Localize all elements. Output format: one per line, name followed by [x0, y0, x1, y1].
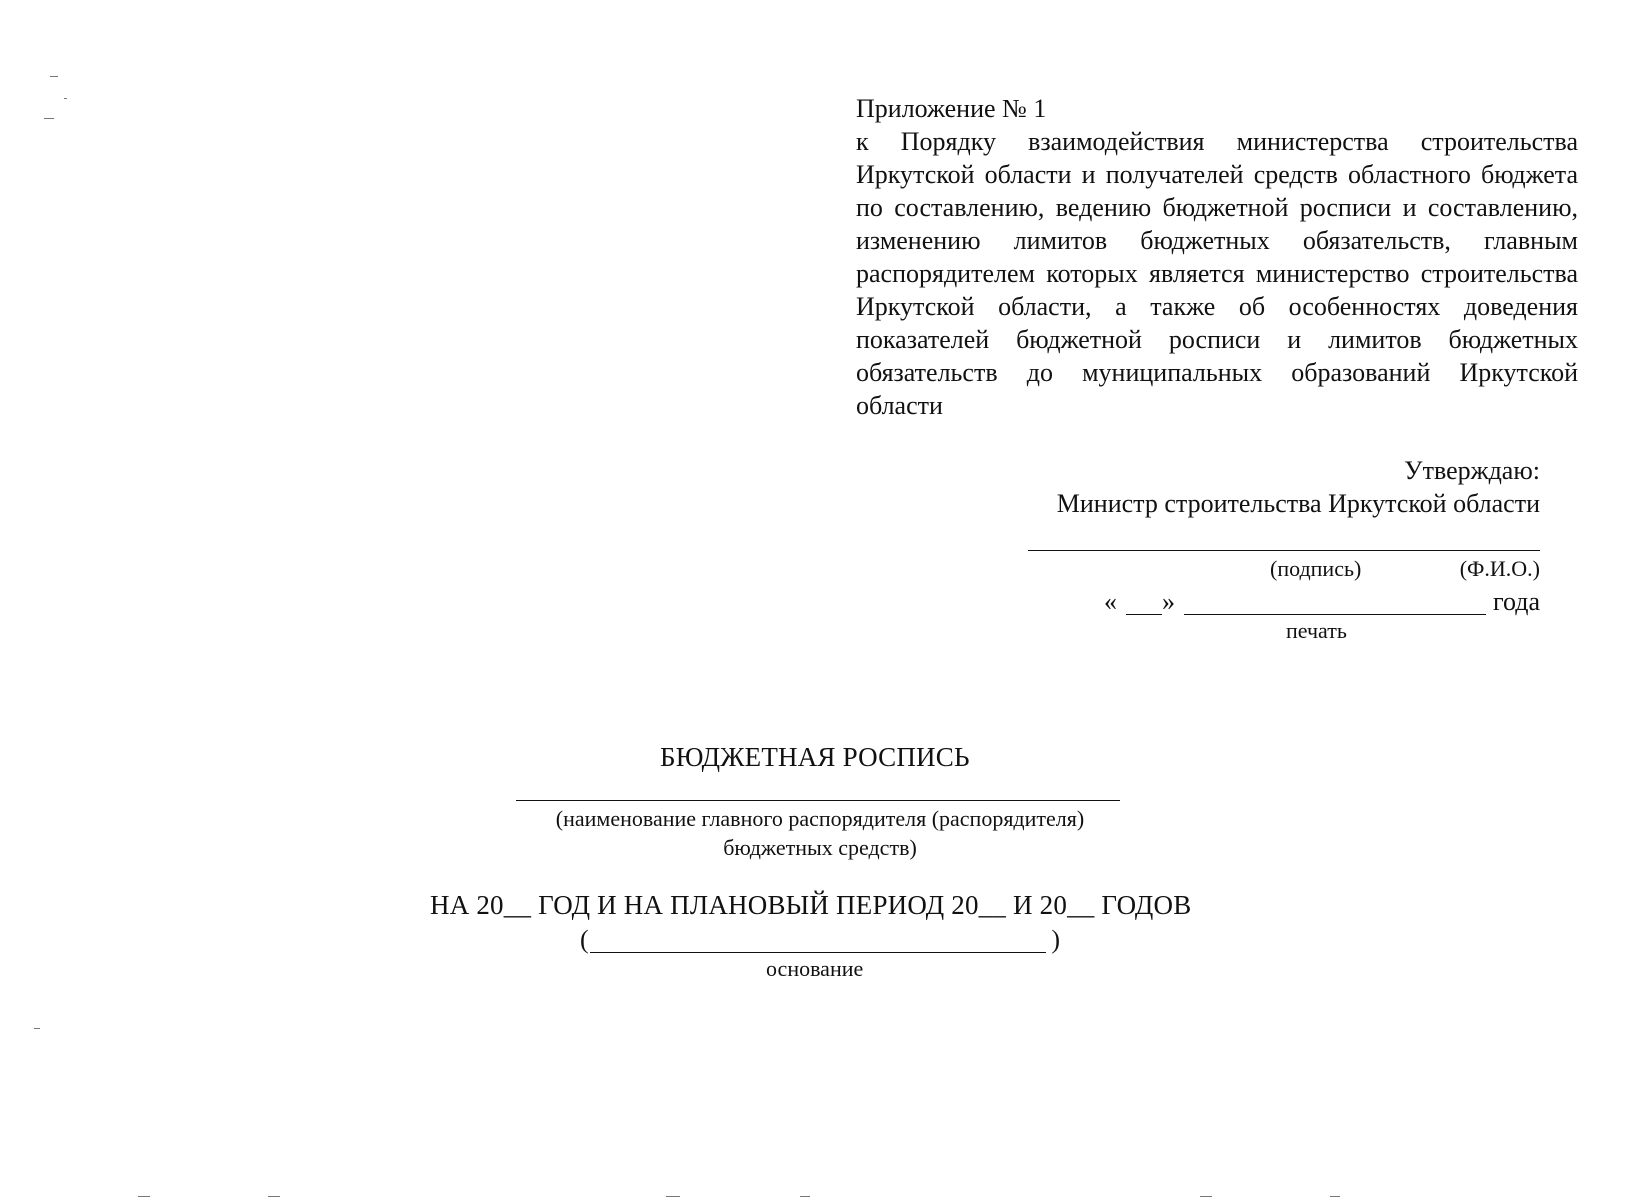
date-month-blank: [1184, 614, 1486, 615]
seal-caption: печать: [1286, 618, 1347, 643]
name-caption-line2: бюджетных средств): [723, 835, 917, 860]
name-caption-line1: (наименование главного распорядителя (распорядителя): [555, 806, 1085, 831]
period-title: НА 20__ ГОД И НА ПЛАНОВЫЙ ПЕРИОД 20__ И 20__ ГОДОВ: [430, 890, 1192, 920]
signature-line: [1028, 550, 1540, 551]
scan-speck: [34, 1028, 40, 1029]
document-title: БЮДЖЕТНАЯ РОСПИСЬ: [660, 742, 970, 772]
name-blank-line: [516, 800, 1120, 801]
name-caption: (Ф.И.О.): [1459, 556, 1540, 581]
basis-open-paren: (: [580, 925, 589, 954]
scan-speck: [800, 1196, 810, 1197]
approver-title: Министр строительства Иркутской области: [1056, 489, 1540, 518]
scan-speck: [44, 118, 54, 119]
scan-speck: [64, 98, 67, 99]
appendix-header: [856, 92, 1578, 422]
date-open-quote: «: [1104, 587, 1117, 616]
basis-blank-line: [590, 952, 1046, 953]
date-year-word: года: [1492, 587, 1540, 616]
date-day-blank: [1126, 614, 1162, 615]
basis-caption: основание: [766, 956, 864, 981]
basis-close-paren: ): [1051, 925, 1060, 954]
scan-speck: [138, 1196, 150, 1197]
date-close-quote: »: [1162, 587, 1175, 616]
appendix-text: к Порядку взаимодействия министерства строительства Иркутской области и получателей средств областного бюджета по составлению, ведению бюджетной росписи и составлению, изменению лимитов бюджетных обязательств, главным распорядителем которых является министерство строительства Иркутской области, а также об особенностях доведения показателей бюджетной росписи и лимитов бюджетных обязательств до муниципальных образований Иркутской области: [856, 127, 1578, 420]
approve-label: Утверждаю:: [1404, 456, 1540, 485]
appendix-title: Приложение № 1: [856, 94, 1047, 123]
scan-speck: [666, 1196, 680, 1197]
scan-speck: [1200, 1196, 1212, 1197]
scan-speck: [1330, 1196, 1340, 1197]
scan-speck: [50, 76, 58, 77]
name-caption-block: [500, 804, 1140, 862]
signature-caption: (подпись): [1270, 556, 1362, 581]
scan-speck: [268, 1196, 280, 1197]
